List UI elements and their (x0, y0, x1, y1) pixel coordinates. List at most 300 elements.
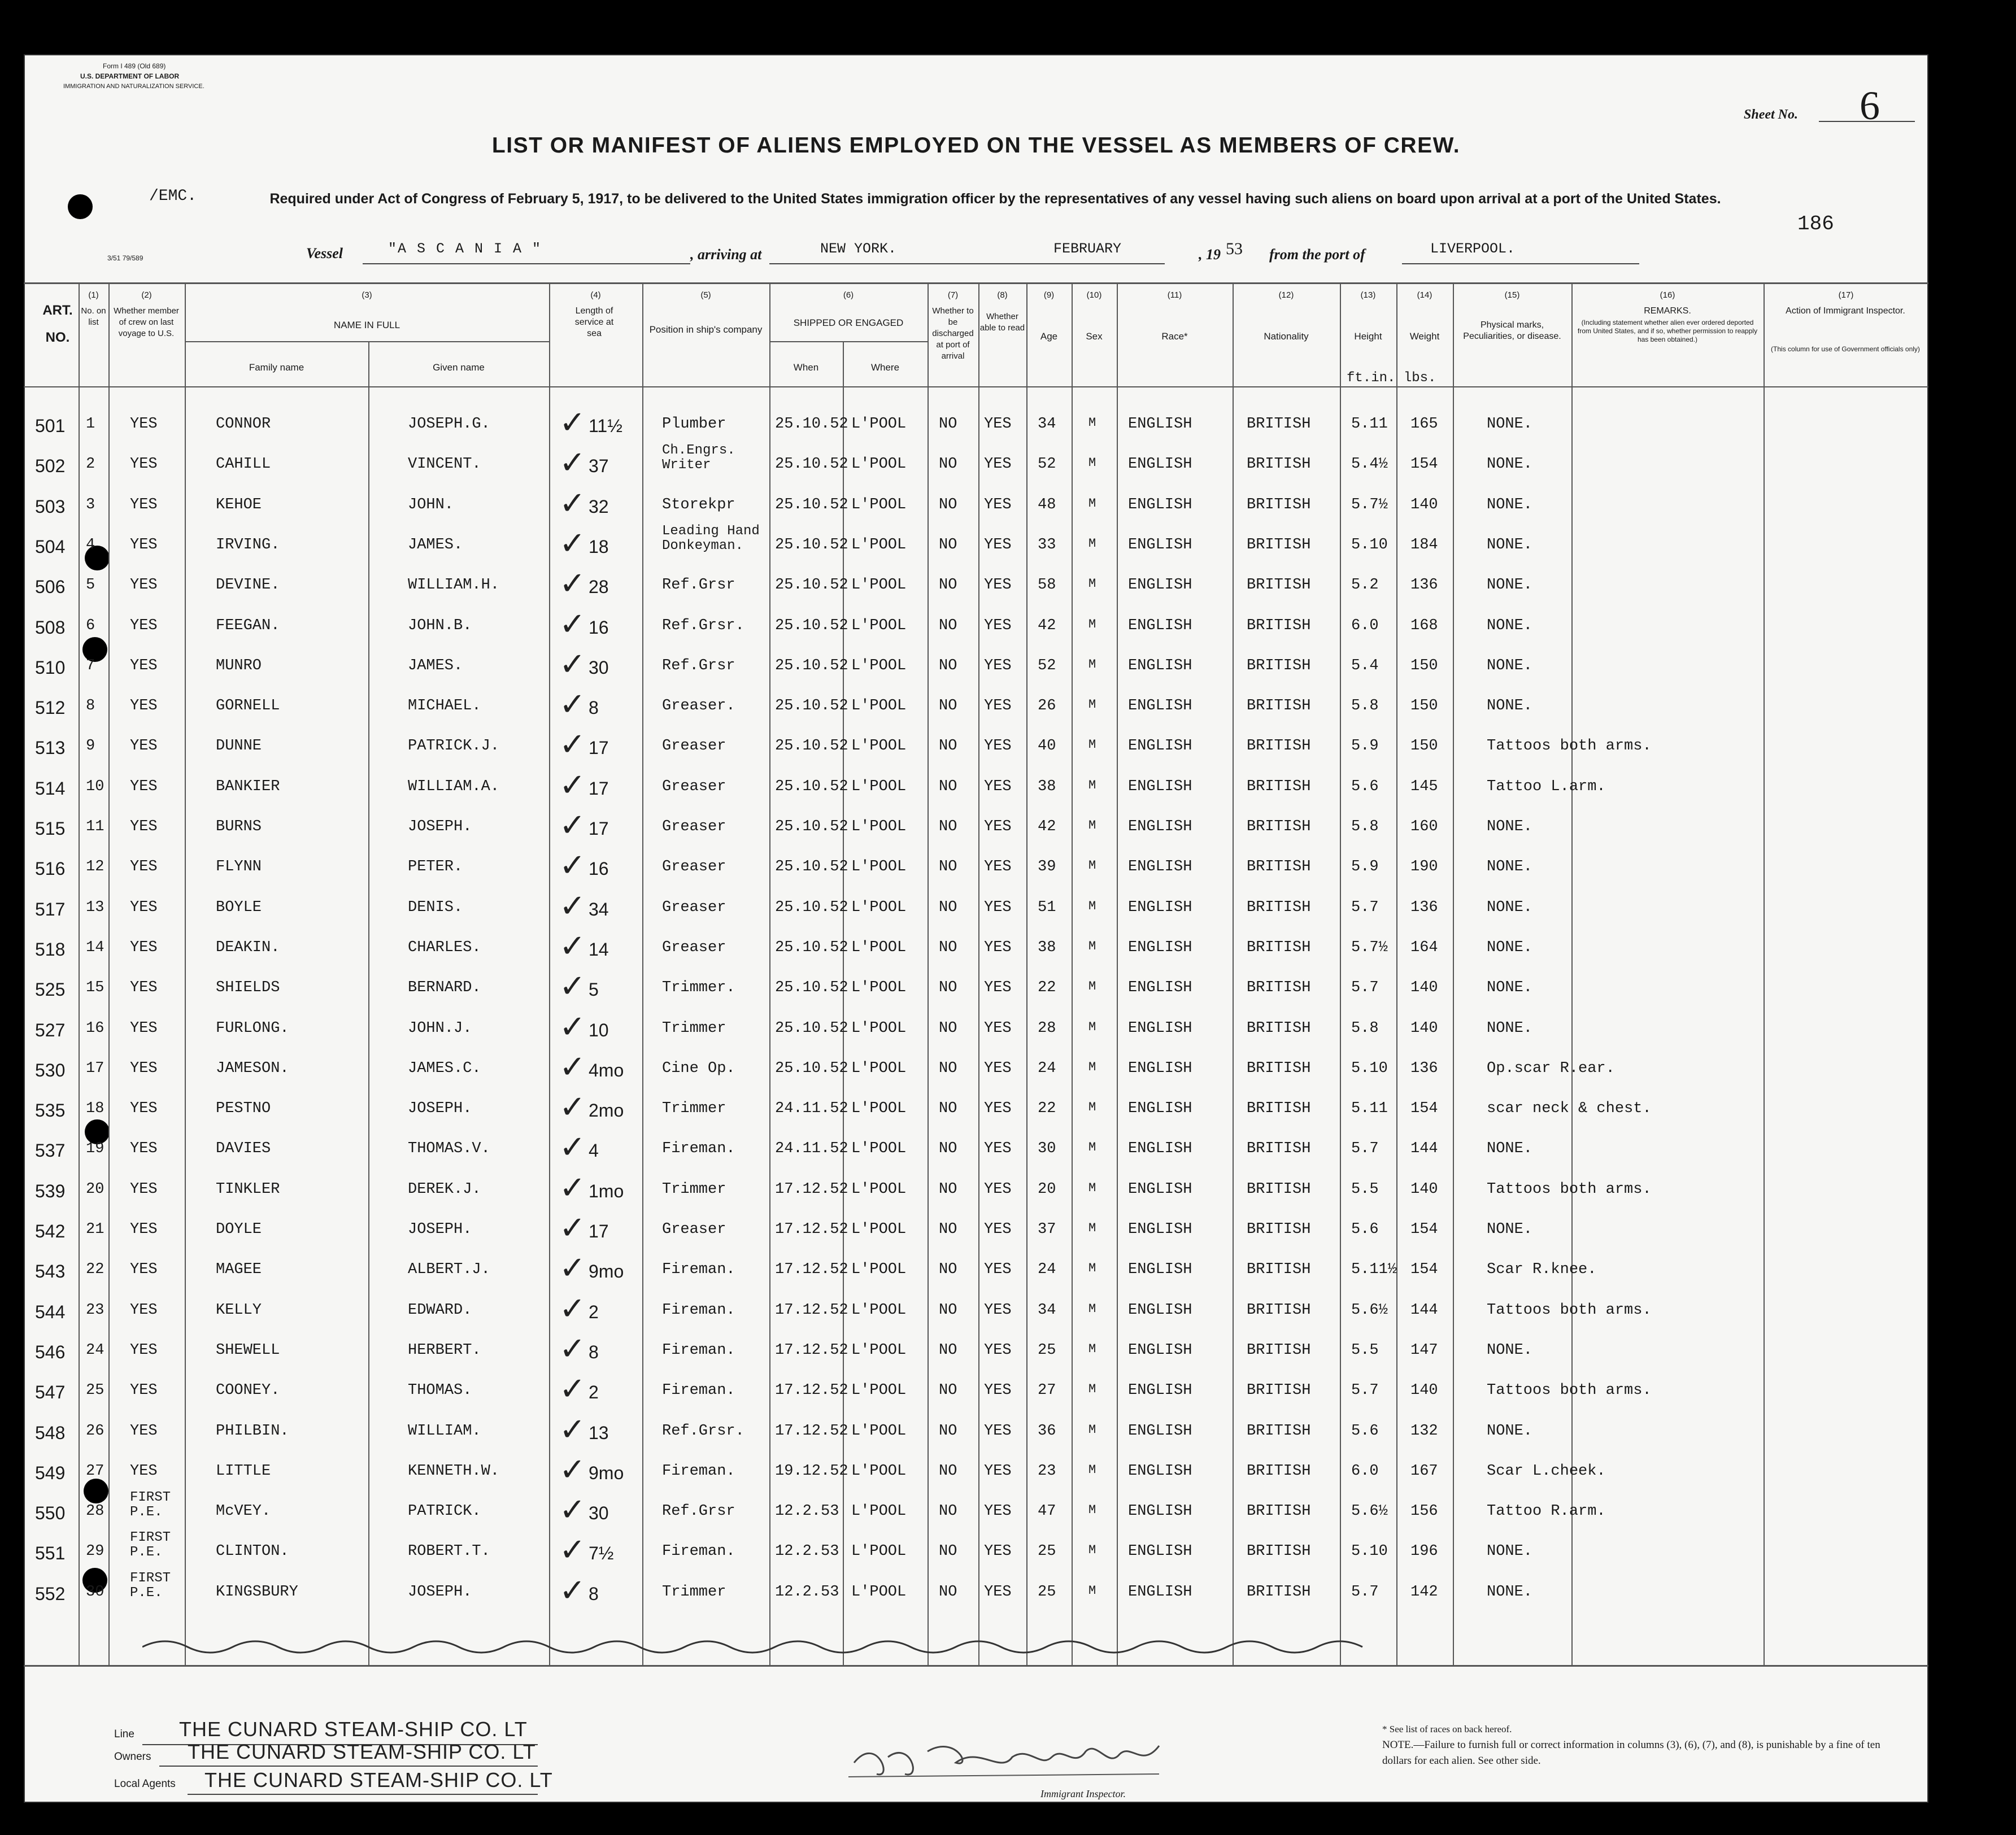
col5-header: Position in ship's company (649, 324, 763, 335)
race: ENGLISH (1128, 738, 1192, 755)
list-number: 2 (86, 456, 95, 473)
given-name: VINCENT. (408, 456, 481, 473)
age: 52 (1038, 456, 1056, 473)
position: Fireman. (662, 1462, 735, 1480)
race: ENGLISH (1128, 1301, 1192, 1319)
prior-voyage: YES (130, 818, 158, 835)
age: 23 (1038, 1462, 1056, 1480)
col15-header: Physical marks, Peculiarities, or disease. (1463, 320, 1561, 341)
service-length: 2mo (589, 1100, 624, 1121)
nationality: BRITISH (1247, 1060, 1311, 1077)
physical-marks: NONE. (1487, 1583, 1533, 1601)
table-row (24, 404, 1928, 455)
able-to-read: YES (984, 1503, 1012, 1520)
art-number: 513 (35, 738, 66, 759)
check-mark-icon: ✓ (559, 404, 586, 441)
table-row (24, 1048, 1928, 1100)
stamp-number: 186 (1797, 212, 1834, 236)
family-name: KEHOE (216, 496, 262, 513)
age: 24 (1038, 1060, 1056, 1077)
nationality: BRITISH (1247, 939, 1311, 956)
col12-number: (12) (1278, 290, 1294, 300)
shipped-where: L'POOL (851, 1462, 907, 1480)
shipped-when: 17.12.52 (775, 1422, 848, 1440)
prior-voyage: YES (130, 939, 158, 956)
family-name: DAVIES (216, 1140, 271, 1158)
list-number: 28 (86, 1503, 104, 1520)
discharged: NO (939, 1583, 957, 1601)
sex: M (1088, 416, 1096, 430)
physical-marks: NONE. (1487, 1221, 1533, 1238)
weight: 168 (1410, 617, 1438, 634)
weight: 196 (1410, 1543, 1438, 1561)
col3-number: (3) (362, 290, 372, 300)
weight: 154 (1410, 1261, 1438, 1279)
physical-marks: NONE. (1487, 858, 1533, 876)
physical-marks: Tattoo L.arm. (1487, 778, 1606, 795)
shipped-where: L'POOL (851, 858, 907, 876)
art-number: 535 (35, 1100, 66, 1121)
col7-header: Whether to be discharged at port of arrival (932, 306, 974, 361)
shipped-when: 25.10.52 (775, 456, 848, 473)
able-to-read: YES (984, 1140, 1012, 1158)
check-mark-icon: ✓ (559, 646, 586, 683)
prior-voyage: YES (130, 1462, 158, 1480)
race: ENGLISH (1128, 1140, 1192, 1158)
service-length: 9mo (589, 1261, 624, 1282)
family-name: CAHILL (216, 456, 271, 473)
family-name: JAMESON. (216, 1060, 289, 1077)
art-number: 542 (35, 1221, 66, 1241)
position: Greaser (662, 1221, 726, 1238)
weight: 142 (1410, 1583, 1438, 1601)
list-number: 24 (86, 1341, 104, 1359)
shipped-when: 25.10.52 (775, 979, 848, 997)
weight: 150 (1410, 738, 1438, 755)
table-row (24, 1371, 1928, 1422)
table-row (24, 523, 1928, 576)
service-length: 1mo (589, 1180, 624, 1201)
able-to-read: YES (984, 456, 1012, 473)
sex: M (1088, 1100, 1096, 1115)
age: 20 (1038, 1180, 1056, 1198)
shipped-where: L'POOL (851, 536, 907, 553)
nationality: BRITISH (1247, 1422, 1311, 1440)
discharged: NO (939, 1503, 957, 1520)
given-name: PETER. (408, 858, 463, 876)
closing-wavy-line (142, 1630, 1385, 1664)
line-label: Line (114, 1728, 134, 1740)
shipped-when: 24.11.52 (775, 1100, 848, 1118)
given-name: THOMAS. (408, 1382, 472, 1400)
table-row (24, 1530, 1928, 1583)
check-mark-icon: ✓ (559, 1129, 586, 1166)
family-name: PHILBIN. (216, 1422, 289, 1440)
race: ENGLISH (1128, 1019, 1192, 1037)
manifest-title: LIST OR MANIFEST OF ALIENS EMPLOYED ON THE VESSEL AS MEMBERS OF CREW. (491, 133, 1461, 158)
height: 5.2 (1351, 577, 1379, 594)
shipped-when: 25.10.52 (775, 778, 848, 795)
art-number: 544 (35, 1301, 66, 1322)
shipped-where: L'POOL (851, 1261, 907, 1279)
shipped-when: 25.10.52 (775, 939, 848, 956)
physical-marks: Scar R.knee. (1487, 1261, 1597, 1279)
check-mark-icon: ✓ (559, 968, 586, 1005)
physical-marks: Tattoo R.arm. (1487, 1503, 1606, 1520)
check-mark-icon: ✓ (559, 1451, 586, 1488)
col1-header: No. on list (81, 306, 106, 327)
service-length: 8 (589, 1583, 599, 1604)
prior-voyage: YES (130, 698, 158, 715)
height: 5.8 (1351, 818, 1379, 835)
service-length: 34 (589, 899, 609, 919)
shipped-when: 17.12.52 (775, 1301, 848, 1319)
position: Fireman. (662, 1261, 735, 1279)
able-to-read: YES (984, 617, 1012, 634)
position: Trimmer. (662, 979, 735, 997)
weight: 144 (1410, 1301, 1438, 1319)
service-length: 28 (589, 577, 609, 598)
height: 5.5 (1351, 1180, 1379, 1198)
prior-voyage: YES (130, 738, 158, 755)
position: Greaser (662, 899, 726, 916)
service-label: IMMIGRATION AND NATURALIZATION SERVICE. (63, 83, 204, 90)
position: Greaser (662, 738, 726, 755)
list-number: 10 (86, 778, 104, 795)
crew-table-body (24, 54, 1928, 1803)
able-to-read: YES (984, 1301, 1012, 1319)
discharged: NO (939, 1060, 957, 1077)
table-row (24, 1451, 1928, 1502)
table-row (24, 968, 1928, 1019)
discharged: NO (939, 1100, 957, 1118)
prior-voyage: YES (130, 899, 158, 916)
arrival-year: 53 (1226, 239, 1243, 258)
art-number: 525 (35, 979, 66, 1000)
given-name: JOSEPH. (408, 818, 472, 835)
table-row (24, 1290, 1928, 1341)
height: 5.4½ (1351, 456, 1388, 473)
physical-marks: NONE. (1487, 617, 1533, 634)
prior-voyage: YES (130, 1100, 158, 1118)
race: ENGLISH (1128, 778, 1192, 795)
discharged: NO (939, 617, 957, 634)
position: Fireman. (662, 1140, 735, 1158)
check-mark-icon: ✓ (559, 1210, 586, 1246)
arriving-label: , arriving at (690, 246, 762, 263)
age: 51 (1038, 899, 1056, 916)
service-length: 9mo (589, 1462, 624, 1483)
nationality: BRITISH (1247, 1261, 1311, 1279)
race: ENGLISH (1128, 536, 1192, 553)
art-number: 537 (35, 1140, 66, 1161)
table-row (24, 605, 1928, 657)
shipped-where: L'POOL (851, 496, 907, 513)
nationality: BRITISH (1247, 818, 1311, 835)
sex: M (1088, 657, 1096, 672)
discharged: NO (939, 979, 957, 997)
given-name: JOSEPH.G. (408, 416, 490, 433)
table-row (24, 565, 1928, 616)
race: ENGLISH (1128, 1060, 1192, 1077)
table-row (24, 1210, 1928, 1261)
family-name: CLINTON. (216, 1543, 289, 1561)
table-row (24, 807, 1928, 858)
age: 22 (1038, 979, 1056, 997)
weight: 145 (1410, 778, 1438, 795)
line-value: THE CUNARD STEAM-SHIP CO. LT (179, 1718, 528, 1741)
service-length: 16 (589, 617, 609, 638)
race: ENGLISH (1128, 1100, 1192, 1118)
family-name: IRVING. (216, 536, 280, 553)
given-name-header: Given name (433, 362, 485, 373)
height: 5.6 (1351, 1221, 1379, 1238)
position: Trimmer (662, 1583, 726, 1601)
art-number: 501 (35, 416, 66, 436)
able-to-read: YES (984, 1341, 1012, 1359)
physical-marks: Tattoos both arms. (1487, 1180, 1652, 1198)
nationality: BRITISH (1247, 778, 1311, 795)
table-row (24, 686, 1928, 737)
physical-marks: Tattoos both arms. (1487, 1382, 1652, 1400)
sex: M (1088, 858, 1096, 873)
agents-rule (188, 1794, 538, 1795)
prior-voyage: YES (130, 456, 158, 473)
race: ENGLISH (1128, 1261, 1192, 1279)
given-name: ROBERT.T. (408, 1543, 490, 1561)
able-to-read: YES (984, 818, 1012, 835)
discharged: NO (939, 858, 957, 876)
race: ENGLISH (1128, 1221, 1192, 1238)
family-name: COONEY. (216, 1382, 280, 1400)
prior-voyage: YES (130, 496, 158, 513)
physical-marks: scar neck & chest. (1487, 1100, 1652, 1118)
discharged: NO (939, 1301, 957, 1319)
weight: 140 (1410, 979, 1438, 997)
discharged: NO (939, 657, 957, 674)
height: 5.8 (1351, 698, 1379, 715)
prior-voyage: YES (130, 858, 158, 876)
art-number: 518 (35, 939, 66, 960)
discharged: NO (939, 1261, 957, 1279)
discharged: NO (939, 496, 957, 513)
nationality: BRITISH (1247, 577, 1311, 594)
discharged: NO (939, 1341, 957, 1359)
physical-marks: NONE. (1487, 939, 1533, 956)
vessel-name: "A S C A N I A " (388, 241, 542, 257)
shipped-when: 12.2.53 (775, 1583, 839, 1601)
given-name: ALBERT.J. (408, 1261, 490, 1279)
age: 30 (1038, 1140, 1056, 1158)
race: ENGLISH (1128, 899, 1192, 916)
able-to-read: YES (984, 1543, 1012, 1561)
discharged: NO (939, 416, 957, 433)
art-number: 547 (35, 1382, 66, 1403)
height: 5.11 (1351, 1100, 1388, 1118)
table-row (24, 726, 1928, 777)
position: Leading Hand Donkeyman. (662, 523, 760, 553)
given-name: PATRICK.J. (408, 738, 500, 755)
shipped-when: 25.10.52 (775, 1019, 848, 1037)
able-to-read: YES (984, 1019, 1012, 1037)
service-length: 8 (589, 1341, 599, 1362)
height: 5.6 (1351, 778, 1379, 795)
form-number: Form I 489 (Old 689) (103, 62, 166, 70)
check-mark-icon: ✓ (559, 686, 586, 723)
able-to-read: YES (984, 778, 1012, 795)
race: ENGLISH (1128, 979, 1192, 997)
position: Greaser. (662, 698, 735, 715)
weight: 140 (1410, 496, 1438, 513)
inspector-signature (843, 1723, 1182, 1791)
able-to-read: YES (984, 1221, 1012, 1238)
list-number: 4 (86, 536, 95, 553)
able-to-read: YES (984, 1583, 1012, 1601)
discharged: NO (939, 1140, 957, 1158)
nationality: BRITISH (1247, 617, 1311, 634)
age: 40 (1038, 738, 1056, 755)
race: ENGLISH (1128, 657, 1192, 674)
list-number: 9 (86, 738, 95, 755)
list-number: 3 (86, 496, 95, 513)
art-number: 552 (35, 1583, 66, 1604)
shipped-where: L'POOL (851, 1583, 907, 1601)
shipped-when: 17.12.52 (775, 1341, 848, 1359)
owners-label: Owners (114, 1751, 151, 1763)
race: ENGLISH (1128, 858, 1192, 876)
family-name: KELLY (216, 1301, 262, 1319)
art-number: 506 (35, 577, 66, 598)
shipped-when: 17.12.52 (775, 1261, 848, 1279)
given-name: JOHN.J. (408, 1019, 472, 1037)
immigrant-inspector-label: Immigrant Inspector. (1040, 1788, 1126, 1799)
art-number: 550 (35, 1503, 66, 1524)
race: ENGLISH (1128, 698, 1192, 715)
family-name: DUNNE (216, 738, 262, 755)
age: 25 (1038, 1543, 1056, 1561)
table-row (24, 1330, 1928, 1381)
shipped-where-header: Where (870, 362, 900, 373)
from-port-label: from the port of (1269, 246, 1365, 263)
service-length: 10 (589, 1019, 609, 1040)
height: 5.7 (1351, 1583, 1379, 1601)
weight: 150 (1410, 698, 1438, 715)
check-mark-icon: ✓ (559, 1169, 586, 1206)
list-number: 30 (86, 1583, 104, 1601)
list-number: 8 (86, 698, 95, 715)
weight: 165 (1410, 416, 1438, 433)
discharged: NO (939, 818, 957, 835)
check-mark-icon: ✓ (559, 847, 586, 884)
physical-marks: NONE. (1487, 818, 1533, 835)
position: Trimmer (662, 1100, 726, 1118)
given-name: THOMAS.V. (408, 1140, 490, 1158)
art-number: 514 (35, 778, 66, 799)
check-mark-icon: ✓ (559, 1089, 586, 1126)
age: 48 (1038, 496, 1056, 513)
weight: 184 (1410, 536, 1438, 553)
service-length: 18 (589, 536, 609, 557)
list-number: 25 (86, 1382, 104, 1400)
local-agents-value: THE CUNARD STEAM-SHIP CO. LT (204, 1768, 553, 1792)
owners-value: THE CUNARD STEAM-SHIP CO. LT (188, 1740, 536, 1763)
service-length: 2 (589, 1301, 599, 1322)
family-name-header: Family name (249, 362, 304, 373)
given-name: JAMES.C. (408, 1060, 481, 1077)
prior-voyage: YES (130, 1180, 158, 1198)
height: 5.6 (1351, 1422, 1379, 1440)
shipped-where: L'POOL (851, 979, 907, 997)
sex: M (1088, 1341, 1096, 1356)
service-length: 7½ (589, 1543, 614, 1564)
discharged: NO (939, 899, 957, 916)
service-length: 11½ (589, 416, 622, 436)
discharged: NO (939, 456, 957, 473)
list-number: 14 (86, 939, 104, 956)
list-number: 18 (86, 1100, 104, 1118)
sex: M (1088, 1301, 1096, 1316)
height: 5.10 (1351, 1543, 1388, 1561)
check-mark-icon: ✓ (559, 1330, 586, 1367)
shipped-where: L'POOL (851, 1503, 907, 1520)
able-to-read: YES (984, 416, 1012, 433)
discharged: NO (939, 1462, 957, 1480)
position: Ch.Engrs. Writer (662, 443, 735, 473)
shipped-where: L'POOL (851, 617, 907, 634)
list-number: 19 (86, 1140, 104, 1158)
table-row (24, 1089, 1928, 1140)
prior-voyage: YES (130, 657, 158, 674)
shipped-when: 25.10.52 (775, 536, 848, 553)
race: ENGLISH (1128, 818, 1192, 835)
shipped-where: L'POOL (851, 1543, 907, 1561)
sex: M (1088, 1140, 1096, 1155)
table-row (24, 766, 1928, 818)
shipped-where: L'POOL (851, 738, 907, 755)
physical-marks: NONE. (1487, 1341, 1533, 1359)
shipped-when: 25.10.52 (775, 496, 848, 513)
col2-header: Whether member of crew on last voyage to U.S. (114, 306, 179, 338)
check-mark-icon: ✓ (559, 1048, 586, 1086)
manifest-subtitle: Required under Act of Congress of February 5, 1917, to be delivered to the United States immigration officer by the representatives of any vessel having such aliens on board upon arrival at a port of the United States. (269, 191, 1721, 207)
check-mark-icon: ✓ (559, 1532, 586, 1569)
physical-marks: NONE. (1487, 577, 1533, 594)
art-number: 510 (35, 657, 66, 678)
family-name: CONNOR (216, 416, 271, 433)
sex: M (1088, 1261, 1096, 1276)
nationality: BRITISH (1247, 738, 1311, 755)
weight: 140 (1410, 1019, 1438, 1037)
discharged: NO (939, 1221, 957, 1238)
check-mark-icon: ✓ (559, 1411, 586, 1448)
height: 5.7 (1351, 1140, 1379, 1158)
physical-marks: Tattoos both arms. (1487, 738, 1652, 755)
family-name: LITTLE (216, 1462, 271, 1480)
prior-voyage: YES (130, 979, 158, 997)
list-number: 21 (86, 1221, 104, 1238)
col14-number: (14) (1417, 290, 1432, 300)
col14-header: Weight (1409, 331, 1440, 342)
able-to-read: YES (984, 858, 1012, 876)
service-length: 37 (589, 456, 609, 477)
age: 26 (1038, 698, 1056, 715)
age: 38 (1038, 939, 1056, 956)
check-mark-icon: ✓ (559, 1492, 586, 1529)
col13-header: Height (1354, 331, 1382, 342)
sex: M (1088, 778, 1096, 792)
shipped-where: L'POOL (851, 1341, 907, 1359)
service-length: 4mo (589, 1060, 624, 1080)
